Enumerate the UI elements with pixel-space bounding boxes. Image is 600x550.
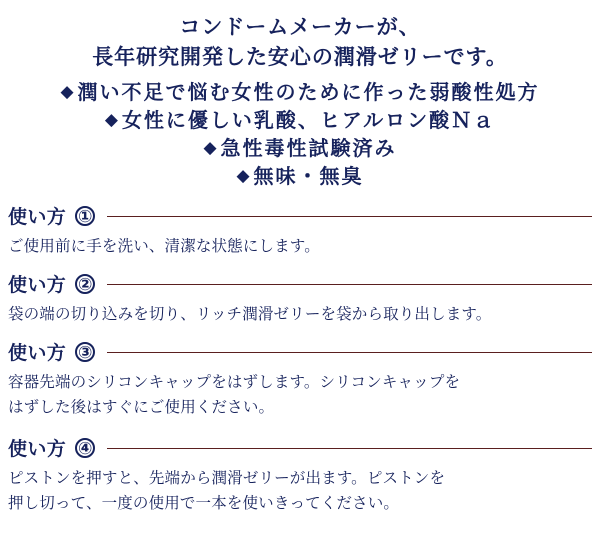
diamond-icon: ◆ xyxy=(203,138,219,158)
feature-bullet-label: 急性毒性試験済み xyxy=(220,136,397,160)
usage-step-1 xyxy=(8,202,592,259)
step-number-badge: ① xyxy=(75,206,95,226)
step-header xyxy=(8,202,592,229)
step-number-badge: ② xyxy=(75,274,95,294)
diamond-icon: ◆ xyxy=(60,82,76,102)
feature-bullet-label: 潤い不足で悩む女性のために作った弱酸性処方 xyxy=(77,80,540,104)
step-title: 使い方 xyxy=(8,342,67,364)
step-body-line: ピストンを押すと、先端から潤滑ゼリーが出ます。ピストンを xyxy=(8,469,446,487)
step-header xyxy=(8,270,592,297)
step-body xyxy=(8,370,592,420)
step-header xyxy=(8,434,592,461)
diamond-icon: ◆ xyxy=(236,166,252,186)
headline-line-2: 長年研究開発した安心の潤滑ゼリーです。 xyxy=(92,45,508,69)
step-body xyxy=(8,234,592,259)
headline-block xyxy=(0,0,600,72)
step-title: 使い方 xyxy=(8,274,67,296)
step-divider xyxy=(107,448,592,449)
feature-bullet-list xyxy=(0,78,600,190)
usage-steps xyxy=(0,202,600,516)
step-title: 使い方 xyxy=(8,438,67,460)
feature-bullet-label: 女性に優しい乳酸、ヒアルロン酸Ｎａ xyxy=(121,108,496,132)
feature-bullet-label: 無味・無臭 xyxy=(253,164,364,188)
headline-line-1: コンドームメーカーが、 xyxy=(179,15,421,39)
step-body-line: はずした後はすぐにご使用ください。 xyxy=(8,398,275,416)
step-body-line: 押し切って、一度の使用で一本を使いきってください。 xyxy=(8,494,400,512)
usage-step-4 xyxy=(8,434,592,516)
step-divider xyxy=(107,284,592,285)
diamond-icon: ◆ xyxy=(104,110,120,130)
step-body xyxy=(8,466,592,516)
usage-step-2 xyxy=(8,270,592,327)
feature-bullet xyxy=(0,134,600,162)
feature-bullet xyxy=(0,78,600,106)
step-number-badge: ③ xyxy=(75,342,95,362)
step-divider xyxy=(107,352,592,353)
step-body-line: 袋の端の切り込みを切り、リッチ潤滑ゼリーを袋から取り出します。 xyxy=(8,305,492,323)
step-body xyxy=(8,302,592,327)
step-title: 使い方 xyxy=(8,206,67,228)
step-body-line: 容器先端のシリコンキャップをはずします。シリコンキャップを xyxy=(8,373,461,391)
feature-bullet xyxy=(0,162,600,190)
step-divider xyxy=(107,216,592,217)
step-number-badge: ④ xyxy=(75,438,95,458)
step-body-line: ご使用前に手を洗い、清潔な状態にします。 xyxy=(8,237,320,255)
feature-bullet xyxy=(0,106,600,134)
usage-step-3 xyxy=(8,338,592,420)
step-header xyxy=(8,338,592,365)
